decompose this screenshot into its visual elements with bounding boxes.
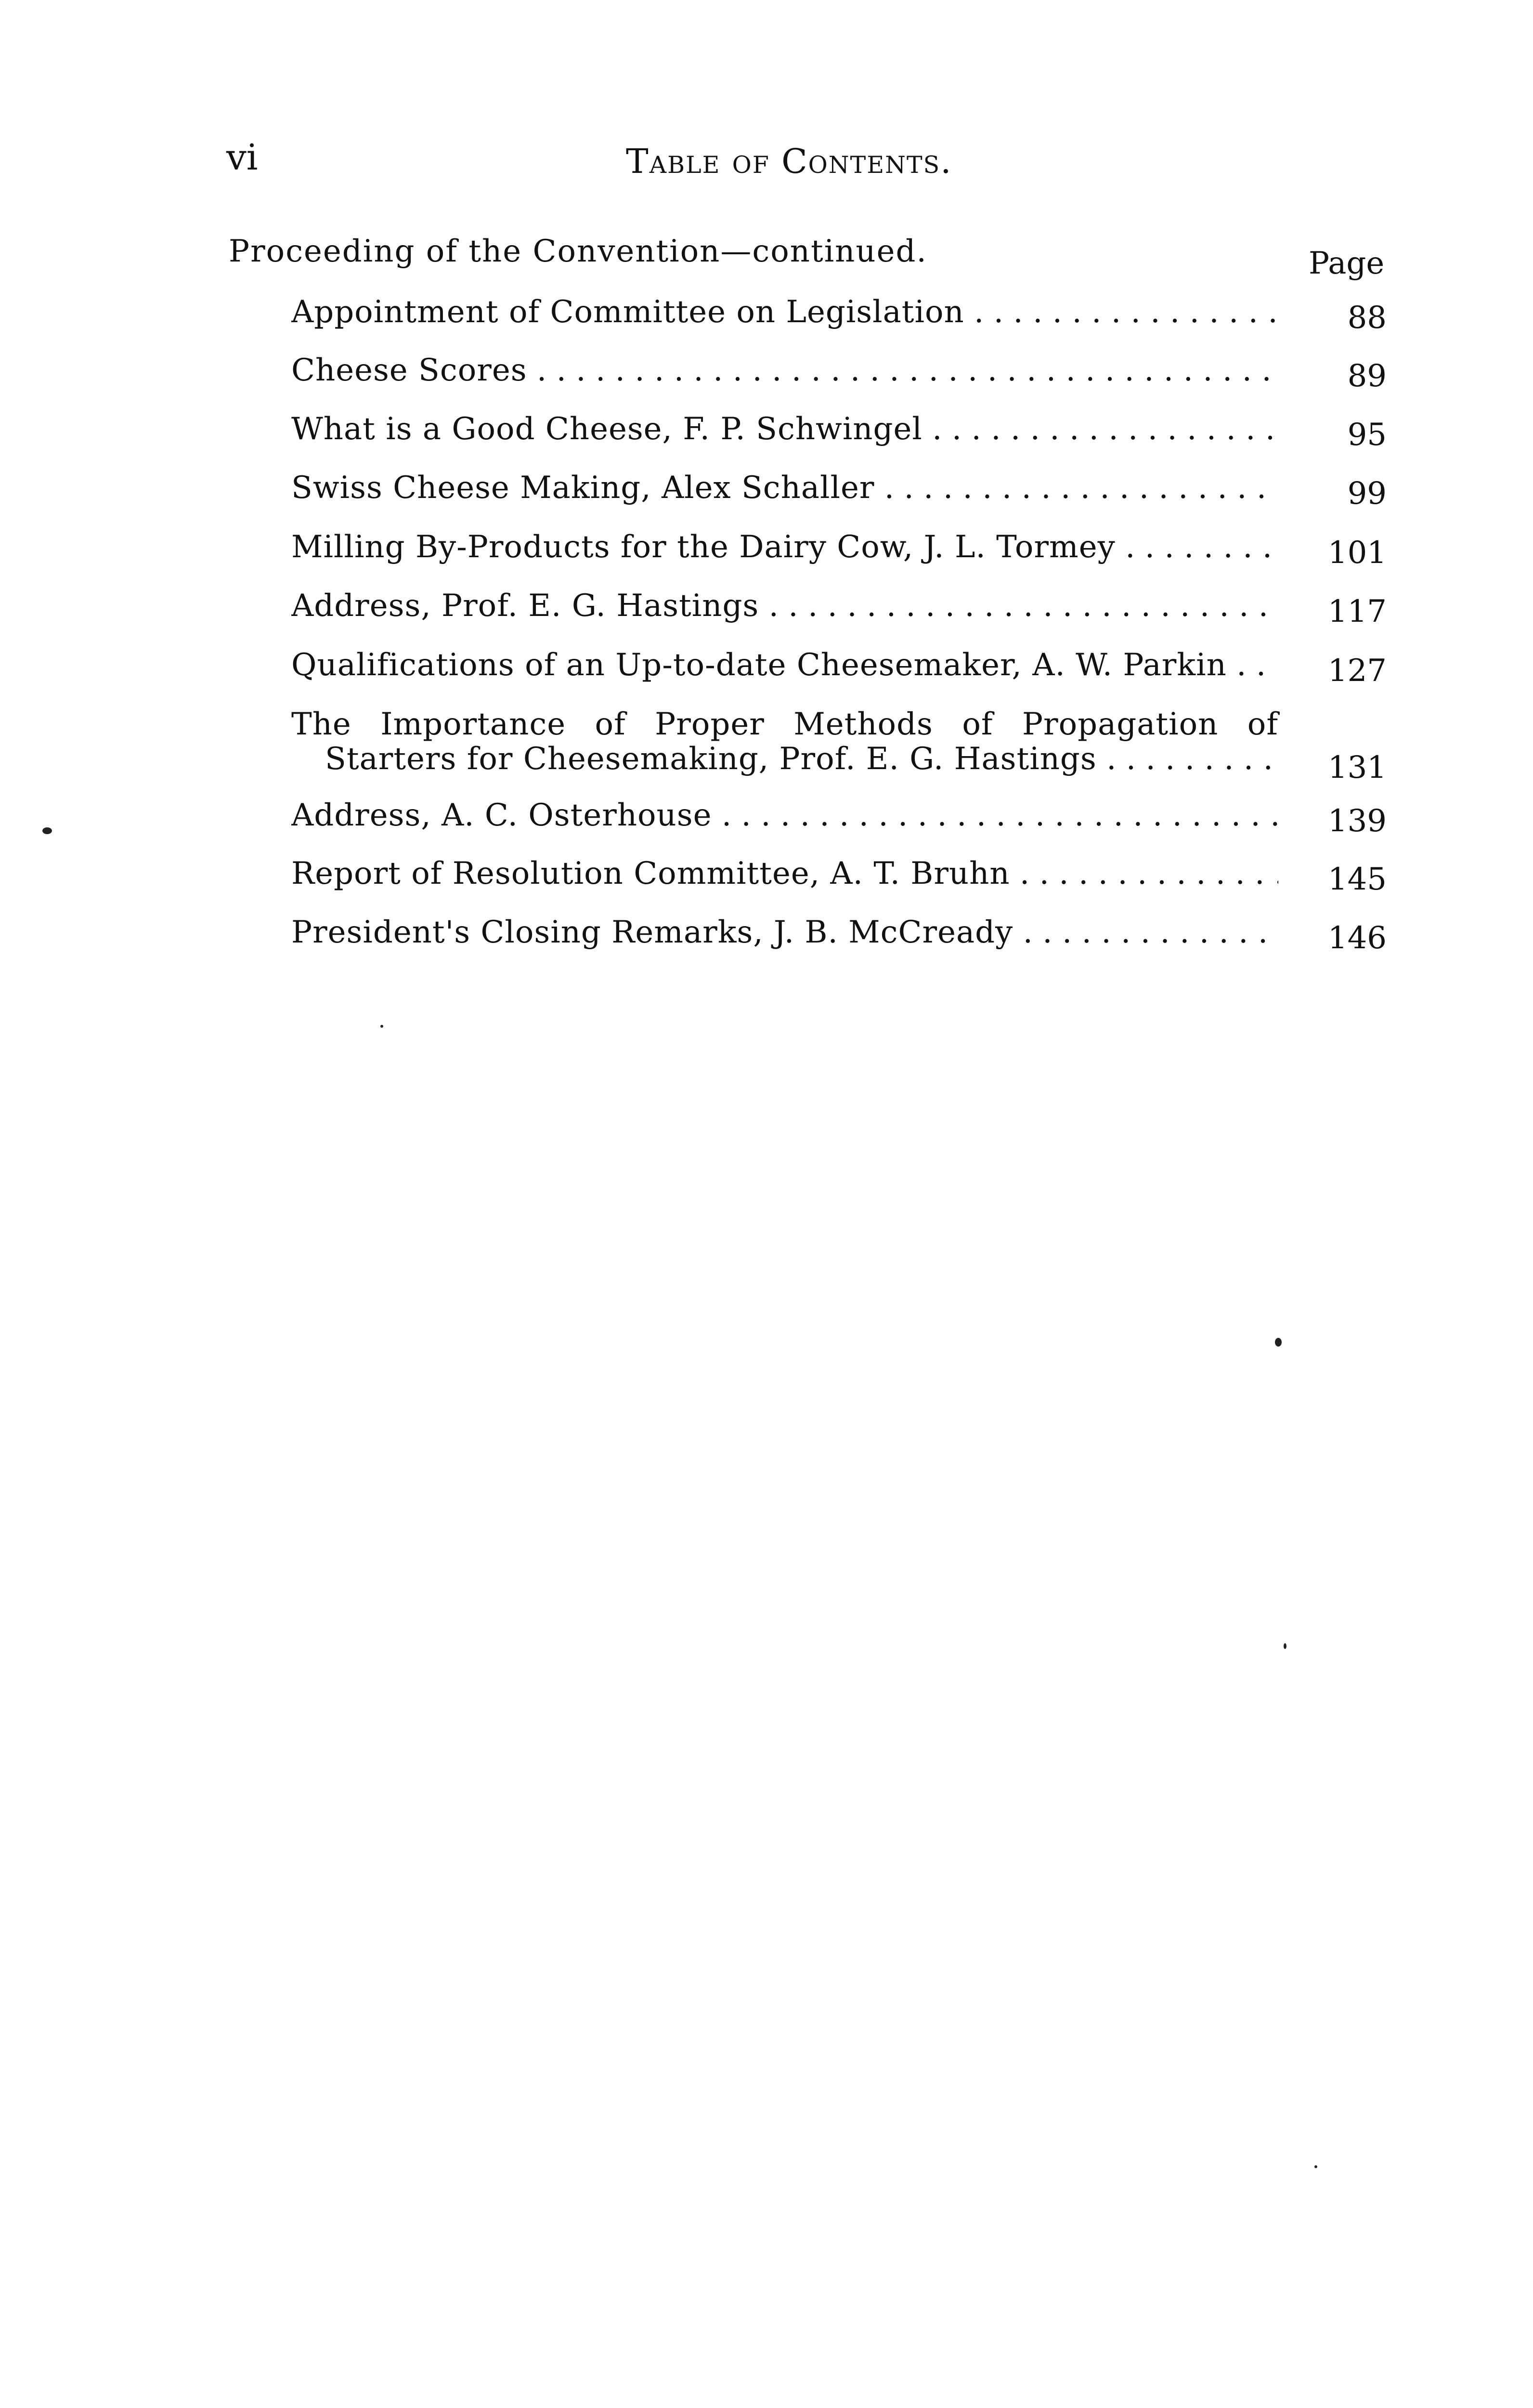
ink-speck [380,1025,383,1028]
running-title: Table of Contents. [626,142,952,181]
entry-page: 88 [1347,300,1387,336]
entry-title: Swiss Cheese Making, Alex Schaller . . . [291,471,1278,505]
entry-title: Address, A. C. Osterhouse . . . [291,798,1278,833]
entry-title: Qualifications of an Up-to-date Cheesemaker, A. W. Parkin . . . [291,648,1278,682]
entry-page: 95 [1347,417,1387,453]
section-heading: Proceeding of the Convention—continued. [229,234,927,269]
entry-page: 139 [1327,803,1387,839]
entry-title: Address, Prof. E. G. Hastings . . . [291,589,1278,623]
entry-title: President's Closing Remarks, J. B. McCready . . . [291,915,1278,950]
entry-page: 127 [1327,653,1387,689]
entry-page: 89 [1347,358,1387,394]
ink-speck [1314,2165,1317,2168]
ink-speck [1284,1643,1286,1649]
entry-title-line-1: The Importance of Proper Methods of Propagation of [291,707,1278,742]
page-number: vi [226,137,258,178]
entry-title-line-2: Starters for Cheesemaking, Prof. E. G. Hastings . . . [325,742,1278,776]
entry-page: 117 [1327,594,1387,629]
page-column-label: Page [1309,246,1385,281]
entry-title: Report of Resolution Committee, A. T. Bruhn . . . [291,856,1278,891]
entry-page: 99 [1347,476,1387,511]
entry-page: 146 [1327,920,1387,956]
table-of-contents-list [291,0,1387,1011]
entry-title: What is a Good Cheese, F. P. Schwingel . . . [291,412,1278,446]
entry-title: Milling By-Products for the Dairy Cow, J. L. Tormey . . . [291,530,1278,564]
entry-page: 145 [1327,862,1387,897]
entry-page: 101 [1327,535,1387,571]
entry-title: Cheese Scores . . . [291,353,1278,388]
ink-speck [1275,1338,1282,1347]
entry-page: 131 [1327,750,1387,785]
ink-speck [42,827,52,834]
entry-title: Appointment of Committee on Legislation . . . [291,295,1278,329]
toc-entry [291,707,1387,784]
